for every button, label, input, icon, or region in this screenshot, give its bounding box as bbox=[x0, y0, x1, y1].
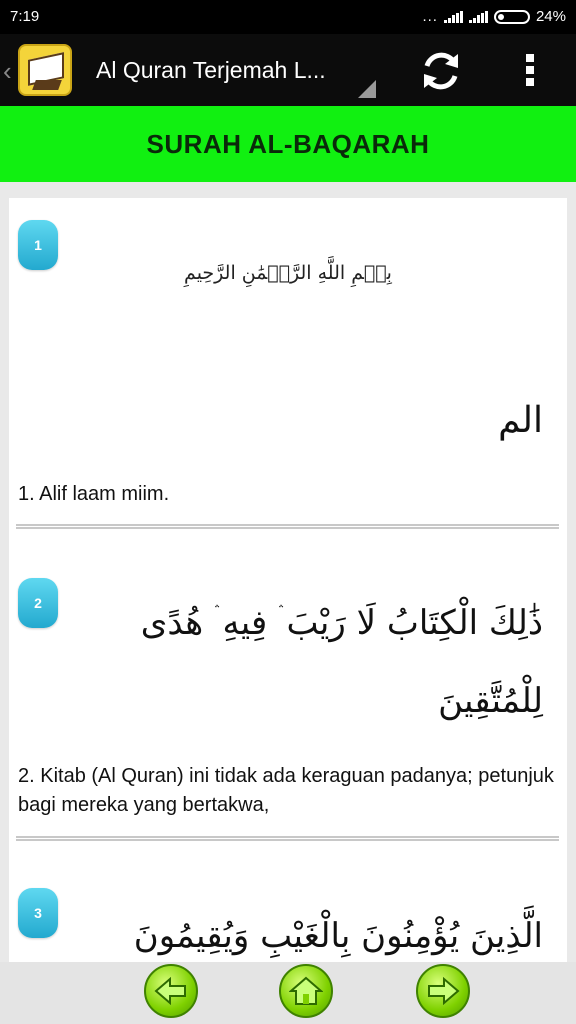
verse-list[interactable] bbox=[9, 198, 567, 962]
status-time: 7:19 bbox=[10, 8, 40, 25]
verse-divider bbox=[16, 524, 559, 529]
refresh-icon bbox=[418, 48, 464, 94]
battery-icon bbox=[494, 10, 530, 24]
verse-arabic-line: الَّذِينَ يُؤْمِنُونَ بِالْغَيْبِ وَيُقِيمُونَ bbox=[133, 916, 543, 956]
more-vert-icon[interactable] bbox=[518, 50, 542, 90]
home-button[interactable] bbox=[279, 964, 333, 1018]
app-title[interactable]: Al Quran Terjemah L... bbox=[96, 57, 326, 83]
app-bar bbox=[0, 34, 576, 106]
verse-divider bbox=[16, 836, 559, 841]
status-icons bbox=[422, 8, 566, 25]
spinner-indicator-icon bbox=[358, 80, 376, 98]
verse-arabic-line: لِلْمُتَّقِينَ bbox=[438, 681, 543, 721]
notification-dots-icon: ... bbox=[422, 8, 438, 25]
verse-arabic: الم bbox=[498, 400, 543, 441]
bismillah-text: بِسۡمِ اللَّهِ الرَّحۡمَٰنِ الرَّحِيمِ bbox=[184, 262, 392, 284]
surah-title: SURAH AL-BAQARAH bbox=[146, 128, 430, 159]
previous-button[interactable] bbox=[144, 964, 198, 1018]
signal-2-icon bbox=[469, 11, 488, 23]
refresh-button[interactable] bbox=[418, 48, 464, 94]
bottom-nav bbox=[0, 962, 576, 1024]
back-chevron-icon[interactable]: ‹ bbox=[3, 56, 12, 86]
next-button[interactable] bbox=[416, 964, 470, 1018]
verse-translation: 2. Kitab (Al Quran) ini tidak ada keraguan padanya; petunjuk bagi mereka yang bertakwa, bbox=[18, 765, 554, 816]
verse-translation: 1. Alif laam miim. bbox=[18, 483, 170, 505]
previous-arrow-icon bbox=[154, 977, 188, 1005]
next-arrow-icon bbox=[426, 977, 460, 1005]
status-bar bbox=[0, 0, 576, 34]
battery-percent: 24% bbox=[535, 8, 566, 25]
verse-number-badge: 1 bbox=[18, 220, 58, 270]
app-logo-icon[interactable] bbox=[18, 44, 72, 96]
home-icon bbox=[289, 976, 323, 1006]
verse-number-badge: 2 bbox=[18, 578, 58, 628]
surah-header bbox=[0, 106, 576, 182]
verse-number-badge: 3 bbox=[18, 888, 58, 938]
signal-1-icon bbox=[444, 11, 463, 23]
verse-arabic-line: ذَٰلِكَ الْكِتَابُ لَا رَيْبَ ۛ فِيهِ ۛ هُدًى bbox=[140, 603, 543, 643]
